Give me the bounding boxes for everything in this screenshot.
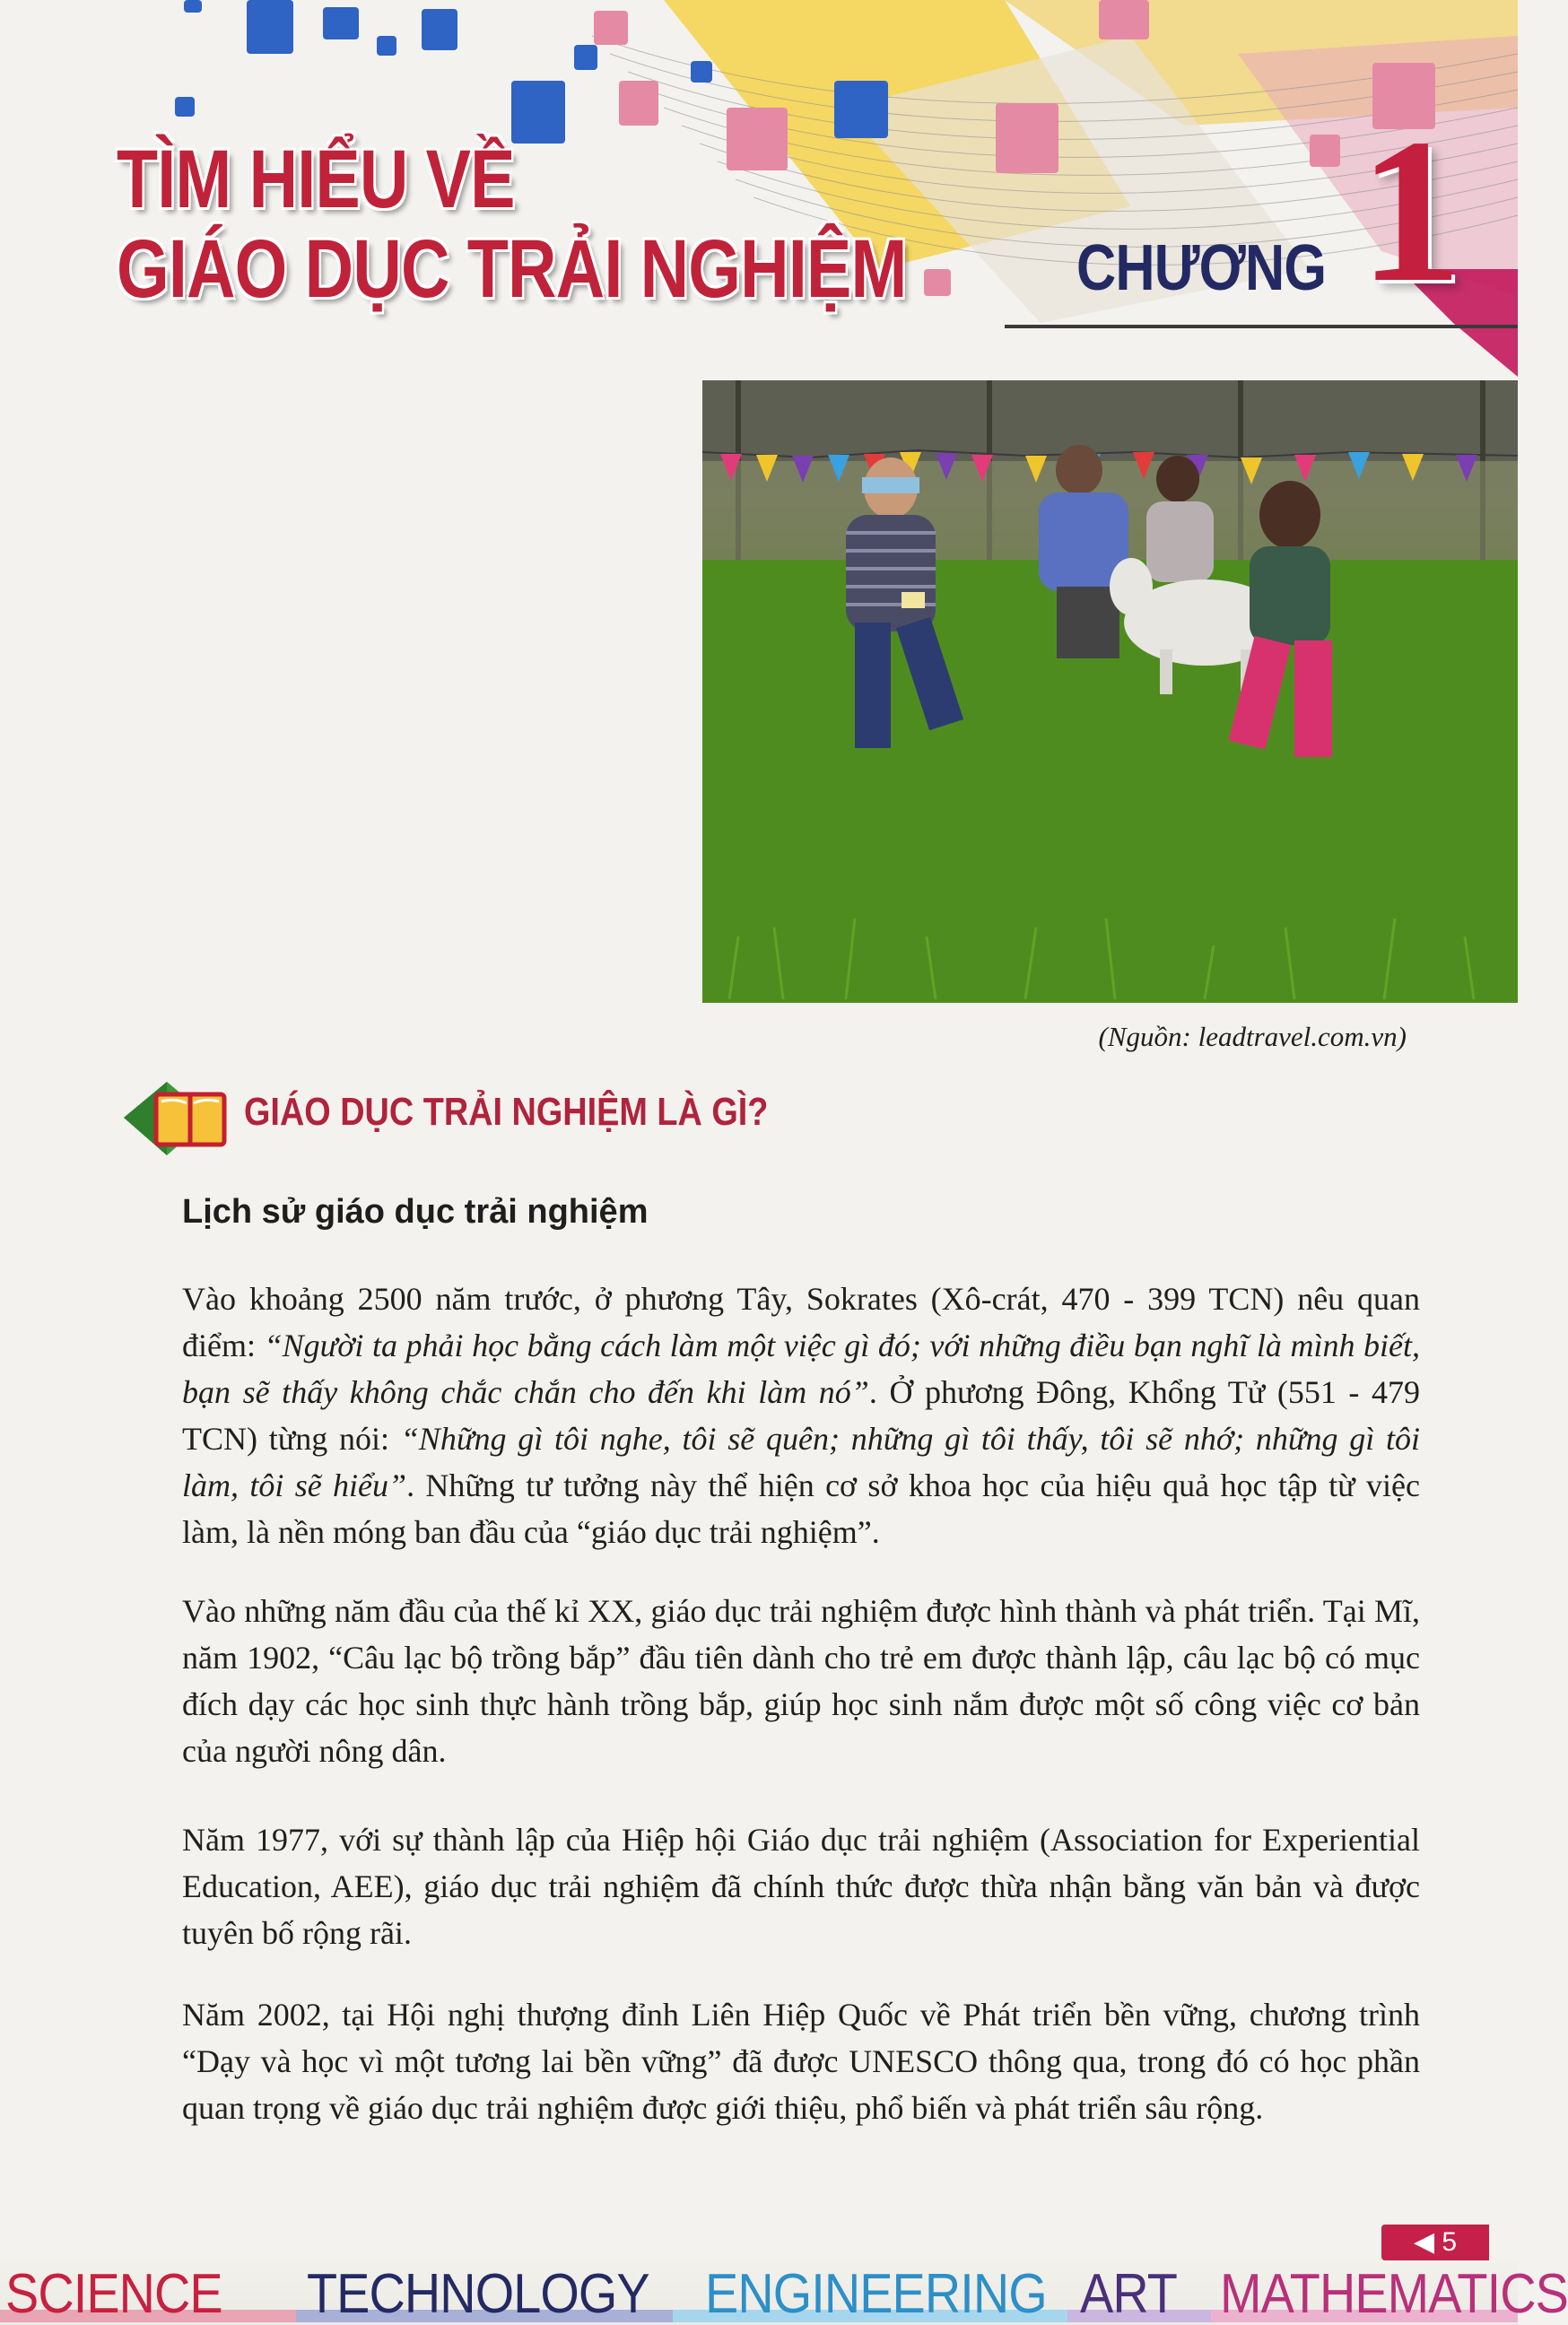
photo-caption: (Nguồn: leadtravel.com.vn)	[1098, 1021, 1407, 1052]
chapter-title-line-2: GIÁO DỤC TRẢI NGHIỆM	[117, 223, 907, 315]
footer-science: SCIENCE	[5, 2263, 222, 2325]
deco-square	[377, 36, 396, 56]
deco-square	[691, 61, 712, 83]
chapter-label: CHƯƠNG	[1076, 232, 1327, 304]
deco-square	[184, 0, 202, 13]
footer-engineering: ENGINEERING	[705, 2263, 1047, 2325]
open-book-icon	[117, 1075, 233, 1164]
footer-technology: TECHNOLOGY	[307, 2263, 649, 2325]
chapter-title	[117, 135, 1080, 314]
deco-square	[422, 9, 457, 50]
footer-art: ART	[1080, 2263, 1177, 2325]
deco-square	[1099, 0, 1149, 39]
paragraph-4: Năm 2002, tại Hội nghị thượng đỉnh Liên Hiệp Quốc về Phát triển bền vững, chương trình “Dạy và học vì một tương lai bền vững” đã được UNESCO thông qua, trong đó có học phần quan trọng về giáo dục trải nghiệm được giới thiệu, phổ biến và phát triển sâu rộng.	[182, 1997, 1420, 2126]
page-number: ◀ 5	[1381, 2225, 1489, 2260]
confucius-quote: “Những gì tôi nghe, tôi sẽ quên; những gì tôi thấy, tôi sẽ nhớ; những gì tôi làm, tôi sẽ hiểu”	[182, 1421, 1420, 1503]
deco-square	[574, 45, 597, 70]
paragraph-1	[182, 1276, 1420, 1555]
section-title: GIÁO DỤC TRẢI NGHIỆM LÀ GÌ?	[244, 1090, 769, 1134]
subsection-title: Lịch sử giáo dục trải nghiệm	[182, 1193, 649, 1231]
chapter-rule	[1005, 325, 1518, 328]
chapter-number: 1	[1359, 96, 1462, 325]
paragraph-3: Năm 1977, với sự thành lập của Hiệp hội Giáo dục trải nghiệm (Association for Experiential Education, AEE), giáo dục trải nghiệm đã chính thức được thừa nhận bằng văn bản và được tuyên bố rộng rãi.	[182, 1822, 1420, 1951]
paragraph-1-text-a: Vào khoảng 2500 năm trước, ở phương Tây, Sokrates (Xô-crát, 470 - 399 TCN) nêu quan điểm:	[182, 1281, 1420, 1363]
deco-square	[594, 11, 628, 45]
paragraph-2: Vào những năm đầu của thế kỉ XX, giáo dục trải nghiệm được hình thành và phát triển. Tại Mĩ, năm 1902, “Câu lạc bộ trồng bắp” đầu tiên dành cho trẻ em được thành lập, câu lạc bộ có mục đích dạy các học sinh thực hành trồng bắp, giúp học sinh nắm được một số công việc cơ bản của người nông dân.	[182, 1593, 1420, 1769]
paragraph-1-text-c: . Những tư tưởng này thể hiện cơ sở khoa học của hiệu quả học tập từ việc làm, là nền móng ban đầu của “giáo dục trải nghiệm”.	[182, 1467, 1420, 1550]
socrates-quote: “Người ta phải học bằng cách làm một việc gì đó; với những điều bạn nghĩ là mình biết, bạn sẽ thấy không chắc chắn cho đến khi làm nó”	[182, 1328, 1421, 1410]
page-number-value: 5	[1442, 2227, 1458, 2257]
deco-square	[619, 81, 658, 126]
deco-square	[834, 81, 888, 138]
deco-square	[175, 97, 195, 117]
deco-square	[323, 7, 359, 39]
paragraph-1-text-b: . Ở phương Đông, Khổng Tử (551 - 479 TCN) từng nói:	[182, 1374, 1421, 1457]
photo-children-outdoor-game	[702, 380, 1518, 1003]
deco-square	[247, 0, 293, 54]
footer-mathematics: MATHEMATICS	[1220, 2263, 1568, 2325]
deco-square	[1310, 135, 1340, 167]
chapter-title-line-1: TÌM HIỂU VỀ	[117, 134, 515, 225]
